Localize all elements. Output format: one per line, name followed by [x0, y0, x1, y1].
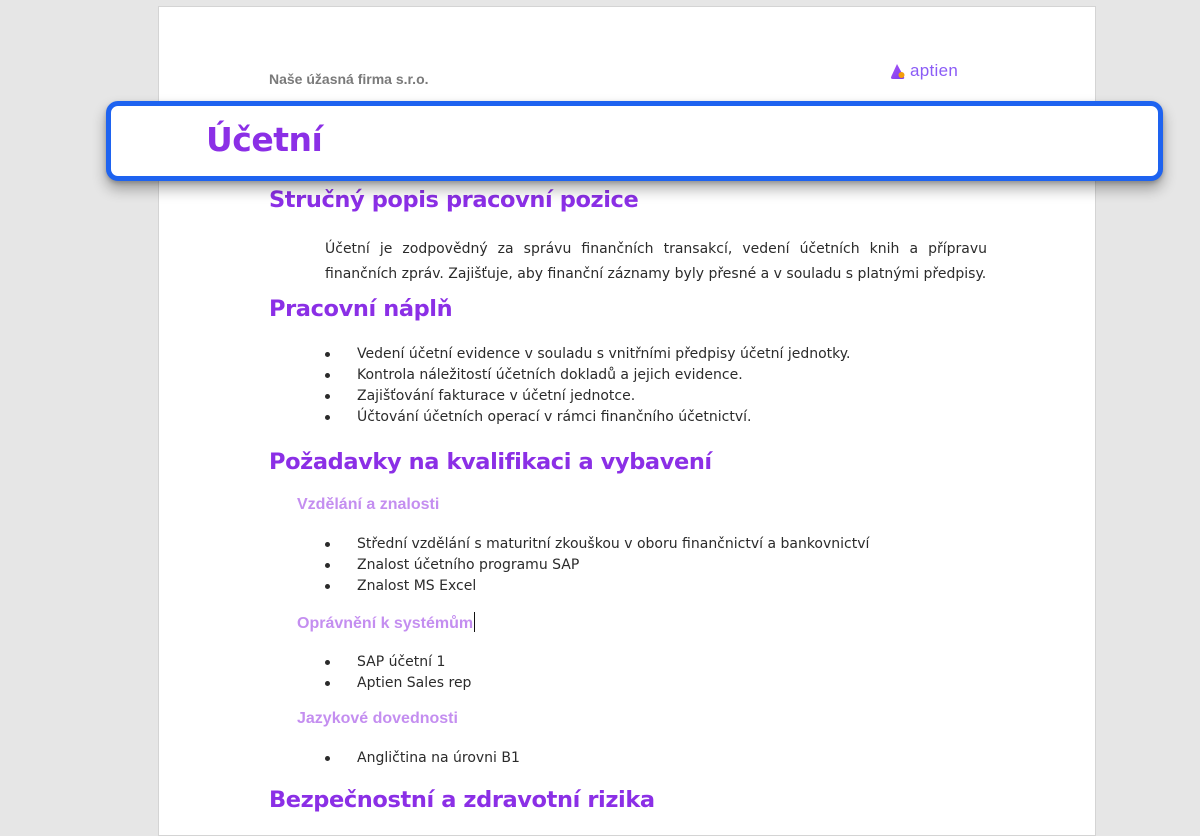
languages-list — [319, 748, 520, 769]
duties-list — [319, 344, 851, 428]
section-heading-summary: Stručný popis pracovní pozice — [269, 187, 639, 213]
subheading-systems-text: Oprávnění k systémům — [297, 615, 474, 633]
education-list — [319, 534, 869, 597]
list-item[interactable]: Zajišťování fakturace v účetní jednotce. — [319, 386, 851, 407]
list-item[interactable]: Angličtina na úrovni B1 — [319, 748, 520, 769]
company-name: Naše úžasná firma s.r.o. — [269, 71, 429, 87]
list-item[interactable]: Střední vzdělání s maturitní zkouškou v oboru finančnictví a bankovnictví — [319, 534, 869, 555]
aptien-logo — [889, 61, 958, 81]
list-item[interactable]: Vedení účetní evidence v souladu s vnitřními předpisy účetní jednotky. — [319, 344, 851, 365]
aptien-logo-icon — [889, 62, 907, 80]
section-heading-risks: Bezpečnostní a zdravotní rizika — [269, 787, 655, 813]
section-heading-duties: Pracovní náplň — [269, 296, 453, 322]
systems-list — [319, 652, 471, 694]
list-item[interactable]: Znalost účetního programu SAP — [319, 555, 869, 576]
list-item[interactable]: SAP účetní 1 — [319, 652, 471, 673]
highlighted-title-box[interactable] — [106, 101, 1163, 181]
section-heading-requirements: Požadavky na kvalifikaci a vybavení — [269, 449, 712, 475]
list-item[interactable]: Znalost MS Excel — [319, 576, 869, 597]
summary-paragraph[interactable]: Účetní je zodpovědný za správu finančních transakcí, vedení účetních knih a přípravu finančních zpráv. Zajišťuje, aby finanční záznamy byly přesné a v souladu s platnými předpisy. — [325, 241, 987, 282]
logo-text: aptien — [910, 61, 959, 80]
subheading-languages: Jazykové dovednosti — [297, 710, 458, 727]
list-item[interactable]: Kontrola náležitostí účetních dokladů a jejich evidence. — [319, 365, 851, 386]
text-cursor — [474, 612, 475, 632]
list-item[interactable]: Aptien Sales rep — [319, 673, 471, 694]
subheading-systems[interactable] — [297, 614, 475, 634]
page-title: Účetní — [206, 120, 323, 159]
subheading-education: Vzdělání a znalosti — [297, 496, 440, 513]
list-item[interactable]: Účtování účetních operací v rámci finančního účetnictví. — [319, 407, 851, 428]
